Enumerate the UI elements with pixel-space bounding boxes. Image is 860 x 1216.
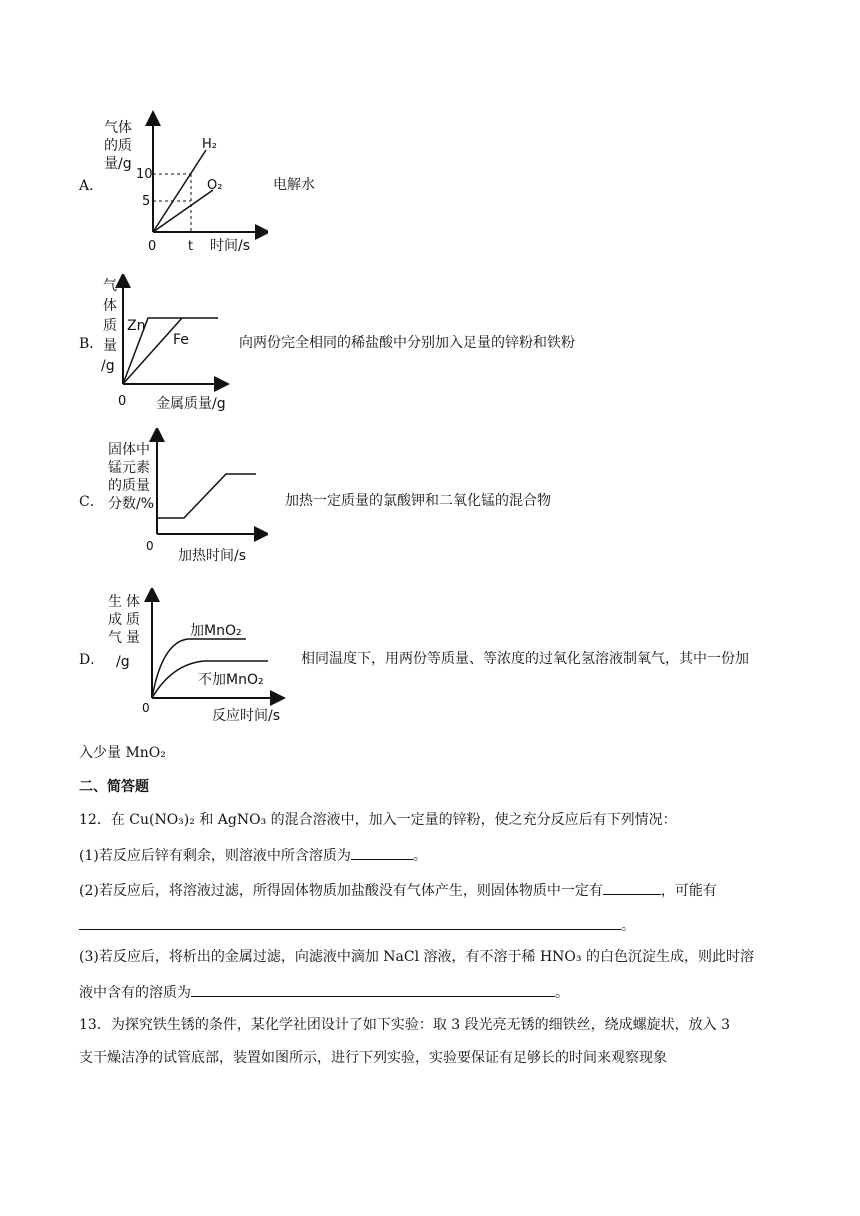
option-c-letter: C． (79, 494, 104, 510)
q12-part3-text: 液中含有的溶质为 (79, 985, 191, 1001)
q12-part1 (79, 845, 427, 866)
option-a-description: 电解水 (273, 177, 315, 193)
graph-a (98, 110, 268, 260)
origin-label: 0 (148, 239, 157, 254)
q12-part3-line1: (3)若反应后，将析出的金属过滤，向滤液中滴加 NaCl 溶液，有不溶于稀 HNO₃ 的白色沉淀生成，则此时溶 (79, 949, 754, 965)
series-without-mno2: 不加MnO₂ (198, 672, 264, 688)
y-unit: /g (116, 654, 130, 670)
option-d-description: 相同温度下，用两份等质量、等浓度的过氧化氢溶液制氧气，其中一份加 (301, 651, 749, 667)
y-label-3: 量/g (104, 156, 132, 172)
y-label-1: 气 (103, 278, 117, 294)
y-label-left-2: 成 (108, 612, 122, 628)
x-axis-label: 时间/s (210, 238, 251, 254)
q12-part2-end: 。 (621, 918, 635, 934)
series-fe: Fe (173, 332, 189, 348)
y-label-2: 的质 (104, 138, 132, 154)
q12-stem: 12．在 Cu(NO₃)₂ 和 AgNO₃ 的混合溶液中，加入一定量的锌粉，使之充分反应后有下列情况： (79, 812, 677, 828)
q12-blank-1[interactable] (351, 845, 413, 860)
q12-part1-end: 。 (412, 848, 427, 864)
q13-line2: 支干燥洁净的试管底部，装置如图所示，进行下列实验，实验要保证有足够长的时间来观察现象 (79, 1050, 667, 1066)
q12-part2-line2 (79, 915, 635, 936)
q12-part2-text: (2)若反应后，将溶液过滤，所得固体物质加盐酸没有气体产生，则固体物质中一定有 (79, 883, 603, 899)
series-zn: Zn (127, 318, 146, 334)
q12-blank-3[interactable] (79, 915, 621, 930)
y-label-3: 质 (103, 318, 117, 334)
y-label-right-1: 体 (126, 594, 140, 610)
q13-line1: 13．为探究铁生锈的条件，某化学社团设计了如下实验：取 3 段光亮无锈的细铁丝，绕成螺旋状，放入 3 (79, 1017, 730, 1033)
y-label-1: 固体中 (108, 442, 150, 458)
y-label-right-3: 量 (126, 630, 140, 646)
origin-label: 0 (146, 539, 154, 553)
with-mno2-curve (152, 639, 246, 698)
y-label-2: 体 (103, 298, 117, 314)
y-tick-10: 10 (136, 167, 153, 182)
option-a-letter: A． (79, 178, 104, 194)
option-b-description: 向两份完全相同的稀盐酸中分别加入足量的锌粉和铁粉 (239, 335, 575, 351)
y-label-right-2: 质 (126, 612, 140, 628)
option-b-letter: B． (79, 336, 104, 352)
series-o2: O₂ (207, 178, 223, 193)
graph-d (100, 588, 300, 728)
series-with-mno2: 加MnO₂ (190, 623, 242, 639)
h2-line (153, 150, 206, 232)
y-label-1: 气体 (104, 120, 132, 136)
option-d-letter: D． (79, 652, 105, 668)
x-axis-label: 反应时间/s (212, 708, 281, 724)
q12-part3-end: 。 (555, 985, 569, 1001)
q12-part3-line2 (79, 982, 569, 1003)
y-label-4: 分数/% (108, 496, 155, 512)
y-tick-5: 5 (142, 194, 151, 209)
y-label-2: 锰元素 (108, 460, 150, 476)
origin-label: 0 (118, 394, 127, 409)
y-label-4: 量 (103, 338, 117, 354)
q12-part1-text: (1)若反应后锌有剩余，则溶液中所含溶质为 (79, 848, 351, 864)
origin-label: 0 (142, 701, 150, 715)
option-c-description: 加热一定质量的氯酸钾和二氧化锰的混合物 (285, 493, 551, 509)
option-d-description-cont: 入少量 MnO₂ (79, 745, 166, 761)
x-axis-label: 金属质量/g (156, 396, 226, 412)
graph-c (100, 428, 268, 570)
y-label-left-3: 气 (108, 630, 122, 646)
section-heading: 二、简答题 (79, 779, 149, 795)
mn-fraction-line (157, 474, 256, 518)
x-tick-t: t (188, 239, 194, 254)
q12-part2 (79, 880, 717, 901)
q12-blank-4[interactable] (191, 982, 555, 997)
series-h2: H₂ (202, 137, 217, 152)
q12-blank-2[interactable] (603, 880, 661, 895)
x-axis-label: 加热时间/s (178, 548, 247, 564)
o2-line (153, 190, 213, 232)
y-label-left-1: 生 (108, 594, 122, 610)
y-label-3: 的质量 (108, 478, 150, 494)
graph-b (98, 274, 248, 416)
y-label-5: /g (101, 358, 115, 374)
q12-part2-middle: ，可能有 (660, 883, 717, 899)
